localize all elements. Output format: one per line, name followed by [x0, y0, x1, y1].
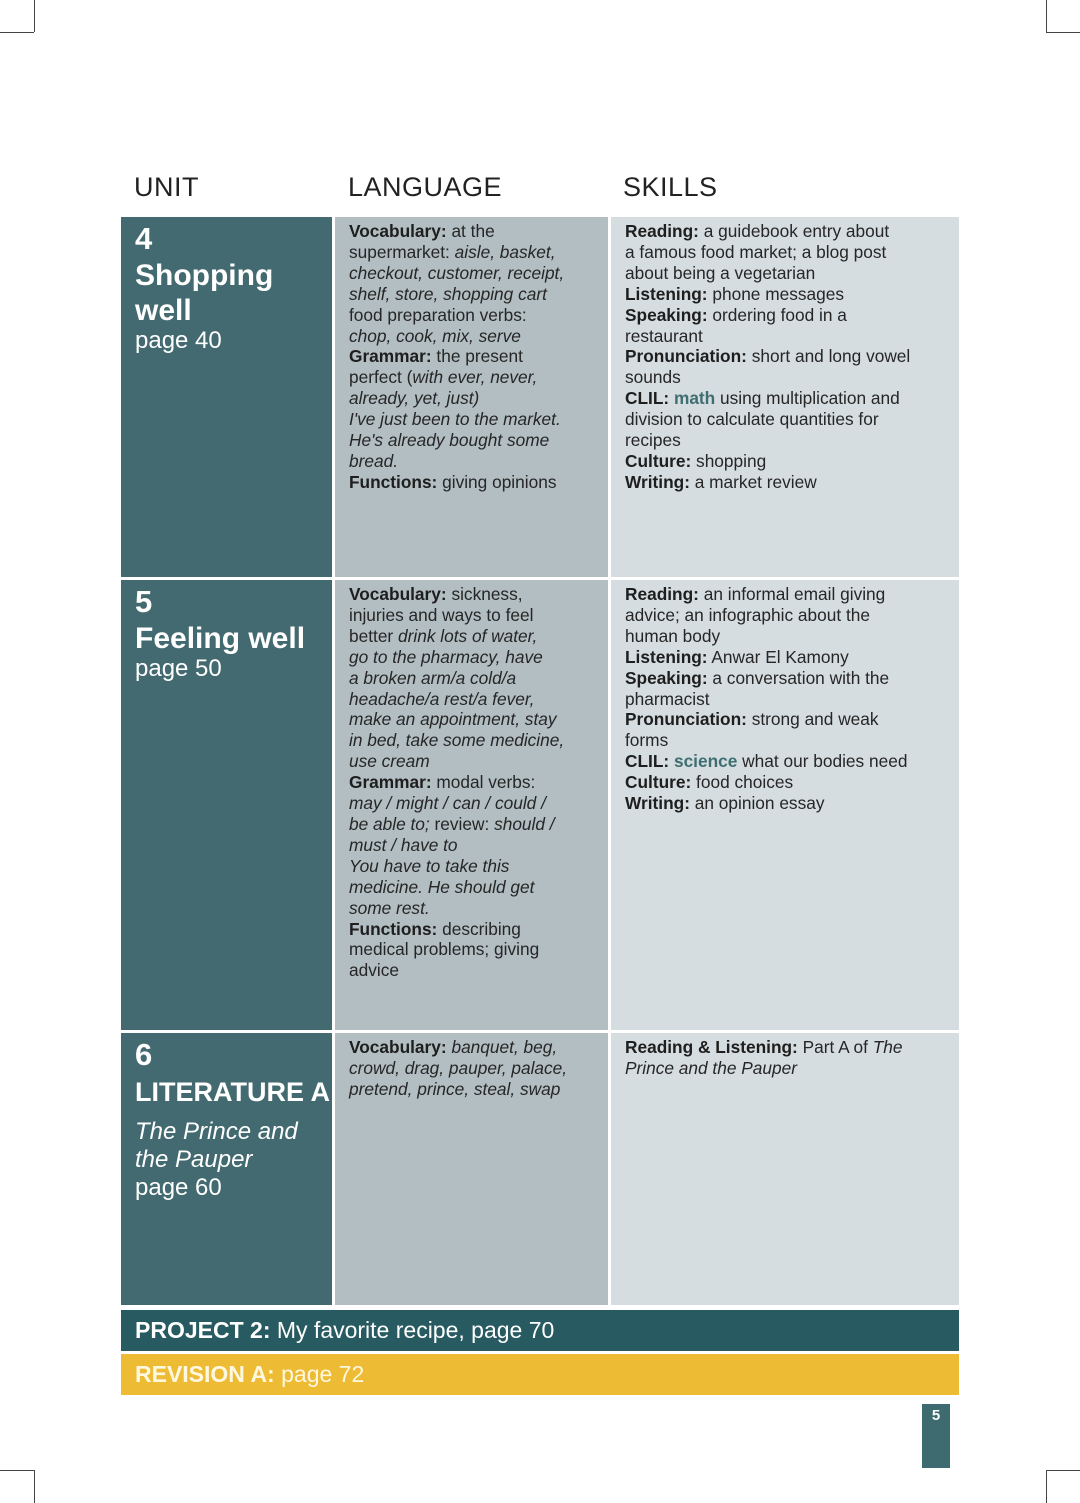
text-line: chop, cook, mix, serve — [349, 325, 521, 346]
project-bar — [121, 1310, 959, 1351]
skills-text — [625, 584, 955, 814]
text-line: Vocabulary: at the — [349, 221, 495, 241]
text-line: perfect (with ever, never, — [349, 367, 538, 388]
text-line: CLIL: science what our bodies need — [625, 751, 908, 772]
crop-mark — [1046, 1470, 1047, 1503]
text-line: crowd, drag, pauper, palace, — [349, 1057, 568, 1078]
unit-page: page 40 — [135, 327, 222, 354]
text-line: Listening: Anwar El Kamony — [625, 646, 849, 667]
text-line: must / have to — [349, 834, 458, 855]
header-unit: UNIT — [134, 172, 199, 202]
unit-number: 5 — [135, 584, 153, 619]
text-line: I've just been to the market. — [349, 409, 561, 430]
page-number: 5 — [931, 1407, 941, 1424]
unit-row-5 — [121, 580, 959, 1030]
text-line: medical problems; giving — [349, 939, 540, 960]
revision-bar — [121, 1354, 959, 1395]
text-line: Reading: an informal email giving — [625, 584, 886, 604]
text-line: medicine. He should get — [349, 876, 535, 897]
unit-page: page 60 — [135, 1174, 222, 1201]
text-line: sounds — [625, 367, 681, 388]
unit-row-4 — [121, 217, 959, 577]
unit-row-6 — [121, 1033, 959, 1305]
unit-title-line: Feeling well — [135, 622, 306, 655]
unit-title-line: well — [135, 294, 192, 327]
text-line: Grammar: the present — [349, 346, 523, 367]
text-line: advice — [349, 960, 399, 981]
text-line: use cream — [349, 751, 430, 772]
text-line: recipes — [625, 430, 681, 451]
text-line: Culture: shopping — [625, 450, 767, 471]
text-line: Functions: describing — [349, 918, 521, 939]
unit-title — [135, 621, 305, 656]
page-number-tab — [922, 1404, 950, 1468]
text-line: make an appointment, stay — [349, 709, 557, 730]
text-line: Reading: a guidebook entry about — [625, 221, 890, 241]
text-line: pretend, prince, steal, swap — [349, 1078, 561, 1099]
unit-subtitle-line: The Prince and — [135, 1118, 298, 1145]
unit-page: page 50 — [135, 655, 222, 682]
text-line: Vocabulary: banquet, beg, — [349, 1037, 558, 1057]
revision-text — [135, 1361, 364, 1388]
crop-mark — [1046, 0, 1047, 32]
text-line: a broken arm/a cold/a — [349, 667, 517, 688]
text-line: checkout, customer, receipt, — [349, 262, 565, 283]
text-line: forms — [625, 730, 669, 751]
text-line: Pronunciation: strong and weak — [625, 709, 879, 730]
language-cell — [335, 1033, 608, 1305]
text-line: may / might / can / could / — [349, 793, 546, 814]
text-line: headache/a rest/a fever, — [349, 688, 535, 709]
unit-title — [135, 1075, 330, 1110]
language-cell — [335, 580, 608, 1030]
text-line: pharmacist — [625, 688, 710, 709]
text-line: about being a vegetarian — [625, 262, 816, 283]
text-line: go to the pharmacy, have — [349, 646, 543, 667]
text-line: bread. — [349, 450, 399, 471]
text-line: Pronunciation: short and long vowel — [625, 346, 911, 367]
crop-mark — [0, 32, 34, 33]
text-line: advice; an infographic about the — [625, 604, 870, 625]
text-line: Writing: an opinion essay — [625, 793, 825, 814]
text-line: a famous food market; a blog post — [625, 241, 887, 262]
text-line: Speaking: a conversation with the — [625, 667, 890, 688]
text-line: in bed, take some medicine, — [349, 730, 565, 751]
language-text — [349, 584, 607, 981]
text-line: He's already bought some — [349, 430, 550, 451]
header-language: LANGUAGE — [348, 172, 503, 202]
unit-title-line: Shopping — [135, 259, 274, 292]
text-line: already, yet, just) — [349, 388, 480, 409]
text-line: Reading & Listening: Part A of The — [625, 1037, 903, 1057]
text-line: restaurant — [625, 325, 703, 346]
skills-cell — [611, 217, 959, 577]
unit-cell — [121, 1033, 332, 1305]
text-line: division to calculate quantities for — [625, 409, 879, 430]
unit-title — [135, 258, 273, 328]
crop-mark — [0, 1470, 34, 1471]
unit-subtitle — [135, 1118, 298, 1174]
text-line: Grammar: modal verbs: — [349, 772, 536, 793]
revision-detail: page 72 — [274, 1361, 365, 1387]
text-line: CLIL: math using multiplication and — [625, 388, 900, 409]
text-line: Listening: phone messages — [625, 283, 844, 304]
skills-cell — [611, 580, 959, 1030]
project-label: PROJECT 2: — [135, 1317, 271, 1343]
text-line: Vocabulary: sickness, — [349, 584, 523, 604]
text-line: food preparation verbs: — [349, 304, 527, 325]
crop-mark — [34, 0, 35, 32]
unit-number: 6 — [135, 1037, 153, 1072]
crop-mark — [34, 1470, 35, 1503]
crop-mark — [1046, 32, 1080, 33]
crop-mark — [1046, 1470, 1080, 1471]
text-line: Speaking: ordering food in a — [625, 304, 847, 325]
skills-text — [625, 221, 955, 493]
unit-cell — [121, 217, 332, 577]
language-text — [349, 221, 607, 493]
revision-label: REVISION A: — [135, 1361, 275, 1387]
text-line: supermarket: aisle, basket, — [349, 241, 556, 262]
project-text — [135, 1317, 554, 1344]
skills-cell — [611, 1033, 959, 1305]
text-line: Functions: giving opinions — [349, 471, 557, 492]
language-text — [349, 1037, 607, 1100]
text-line: better drink lots of water, — [349, 625, 538, 646]
language-cell — [335, 217, 608, 577]
text-line: shelf, store, shopping cart — [349, 283, 547, 304]
text-line: human body — [625, 625, 721, 646]
unit-title-line: LITERATURE A — [135, 1077, 330, 1107]
text-line: be able to; review: should / — [349, 813, 555, 834]
text-line: Writing: a market review — [625, 471, 817, 492]
unit-cell — [121, 580, 332, 1030]
unit-number: 4 — [135, 221, 153, 256]
unit-subtitle-line: the Pauper — [135, 1146, 253, 1173]
text-line: Culture: food choices — [625, 772, 794, 793]
header-skills: SKILLS — [623, 172, 718, 202]
skills-text — [625, 1037, 955, 1079]
text-line: Prince and the Pauper — [625, 1057, 797, 1078]
text-line: You have to take this — [349, 855, 510, 876]
project-detail: My favorite recipe, page 70 — [270, 1317, 555, 1343]
text-line: injuries and ways to feel — [349, 604, 534, 625]
text-line: some rest. — [349, 897, 430, 918]
